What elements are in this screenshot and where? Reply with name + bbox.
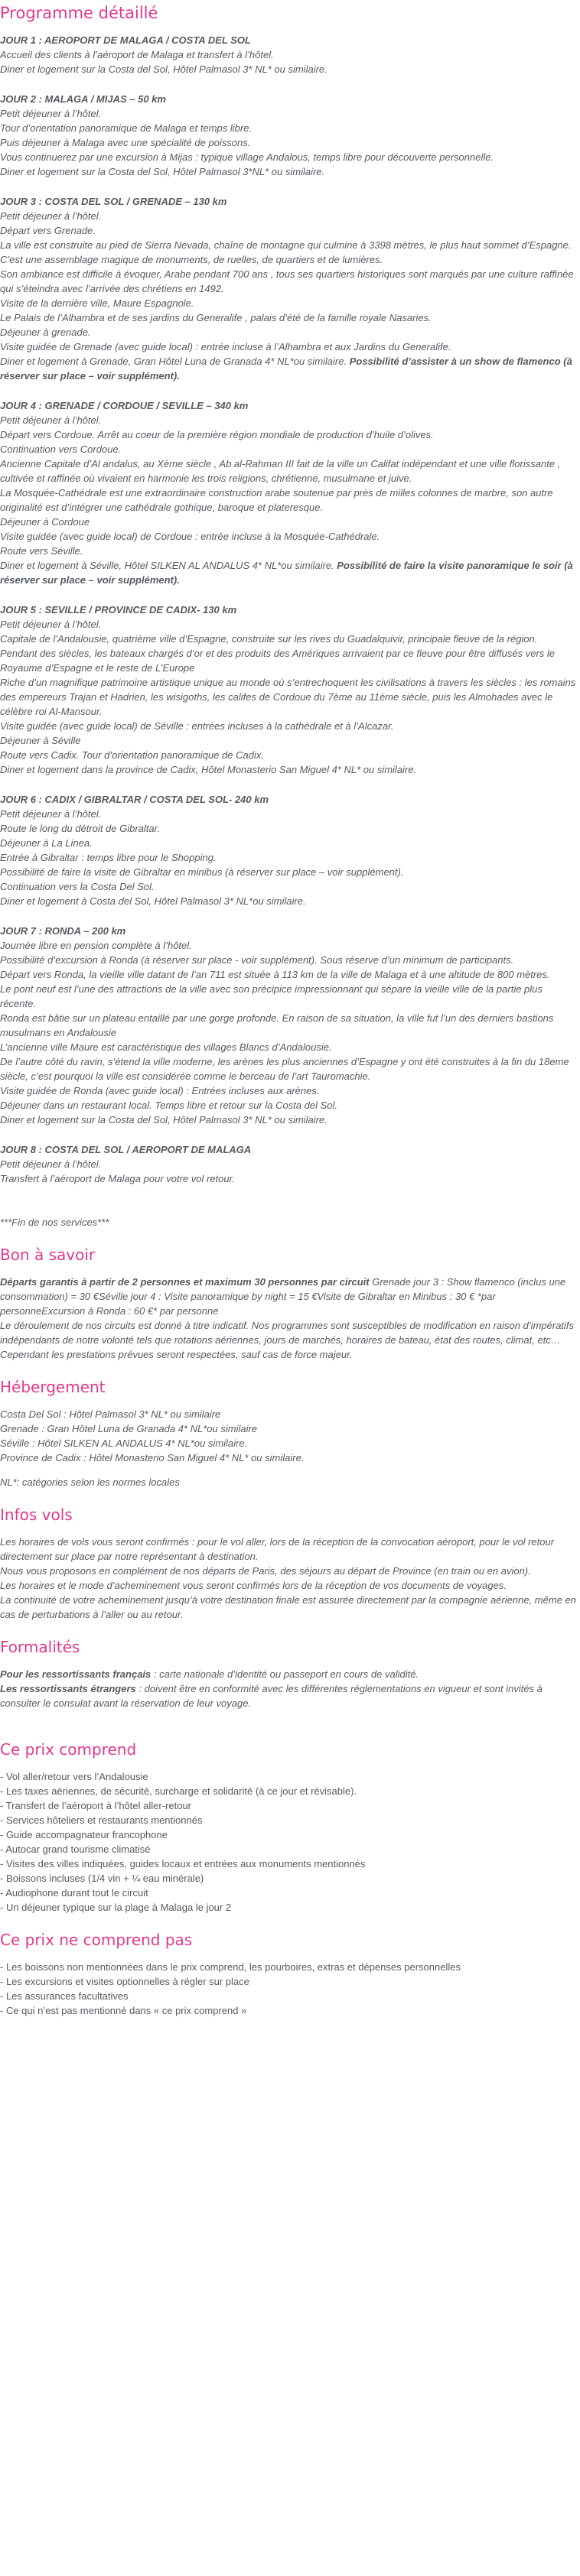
formalites-line-1-bold: Pour les ressortissants français	[0, 1668, 154, 1680]
day-line	[0, 617, 577, 632]
infos-vols-item: Les horaires de vols vous seront confirmés : pour le vol aller, lors de la réception de la convocation aéroport, pour le vol retour directement sur place par notre représentant à destination.	[0, 1536, 555, 1562]
formalites-heading: Formalités	[0, 1638, 80, 1656]
hebergement-item: Grenade : Gran Hôtel Luna de Granada 4* NL*ou similaire	[0, 1423, 258, 1434]
prix-comprend-item: - Un déjeuner typique sur la plage à Malaga le jour 2	[0, 1902, 232, 1913]
end-of-services-note	[0, 1215, 577, 1230]
day-line-text: Déjeuner à Séville	[0, 735, 81, 746]
prix-comprend-item: - Les taxes aériennes, de sécurité, surcharge et solidarité (à ce jour et révisable).	[0, 1785, 357, 1797]
day-line	[0, 1011, 577, 1040]
day-line-text: Petit déjeuner à l’hôtel.	[0, 414, 102, 426]
day-line-text: Le pont neuf est l’une des attractions de la ville avec son précipice impressionnant qui sépare la vieille ville de la partie plus récente.	[0, 983, 543, 1009]
day-title: JOUR 4 : GRENADE / CORDOUE / SEVILLE – 340 km	[0, 400, 249, 411]
day-line-text: Diner et logement sur la Costa del Sol, Hôtel Palmasol 3*NL* ou similaire.	[0, 166, 325, 177]
day-line-text: Diner et logement sur la Costa del Sol, Hôtel Palmasol 3* NL* ou similaire.	[0, 63, 327, 75]
day-line	[0, 894, 577, 908]
day-line	[0, 121, 577, 135]
spacer	[0, 1657, 577, 1667]
day-block	[0, 1142, 577, 1186]
day-line-text: Départ vers Ronda, la vieille ville datant de l’an 711 est située à 113 km de la ville de Malaga et à une altitude de 800 mètres.	[0, 969, 550, 980]
day-line-text: Départ vers Cordoue. Arrêt au coeur de la première région mondiale de production d’huile d’olives.	[0, 429, 434, 440]
day-line	[0, 252, 577, 267]
day-block	[0, 792, 577, 908]
spacer	[0, 1265, 577, 1275]
day-line-text: Déjeuner dans un restaurant local. Temps libre et retour sur la Costa del Sol.	[0, 1100, 338, 1111]
day-line	[0, 209, 577, 223]
day-line-text: La Mosquée-Cathédrale est une extraordinaire construction arabe soutenue par près de milles colonnes de marbre, son autre originalité est d’intégrer une cathédrale gothique, baroque et plateresque.	[0, 487, 553, 513]
day-line	[0, 238, 577, 252]
spacer	[0, 1525, 577, 1535]
spacer	[0, 1397, 577, 1407]
day-block	[0, 398, 577, 587]
hebergement-heading: Hébergement	[0, 1378, 106, 1396]
hebergement-list	[0, 1407, 577, 1465]
prix-comprend-item: - Guide accompagnateur francophone	[0, 1829, 168, 1840]
day-line	[0, 807, 577, 821]
day-line-text: Déjeuner à Cordoue	[0, 516, 90, 528]
day-line-text: Pendant des siècles, les bateaux chargés d’or et des produits des Amériques arrivaient par ce fleuve pour être diffusés vers le Royaume d’Espagne et le reste de L’Europe	[0, 648, 556, 674]
day-line	[0, 150, 577, 164]
day-line	[0, 223, 577, 238]
day-line-text: Diner et logement sur la Costa del Sol, Hôtel Palmasol 3* NL* ou similaire.	[0, 1114, 327, 1126]
day-line	[0, 1040, 577, 1054]
spacer	[0, 179, 577, 194]
spacer	[0, 587, 577, 603]
day-line-text: Route vers Séville.	[0, 545, 83, 557]
day-line-highlight: Possibilité de faire la visite panoramique le soir (à réserver sur place – voir supplément).	[0, 560, 573, 586]
day-line	[0, 310, 577, 325]
day-line-highlight: Possibilité d’assister à un show de flamenco (à réserver sur place – voir supplément).	[0, 356, 572, 382]
day-line-text: De l’autre côté du ravin, s’étend la ville moderne, les arènes les plus anciennes d’Espagne y ont été construites à la fin du 18eme siècle, c’est pourquoi la ville est considérée comme le berceau de l’art Tauromachie.	[0, 1056, 569, 1082]
day-line-text: Accueil des clients à l’aéroport de Malaga et transfert à l’hôtel.	[0, 49, 274, 60]
spacer	[0, 1362, 577, 1377]
day-line-text: Riche d’un magnifique patrimoine artistique unique au monde où s’entrechoquent les civilisations à travers les siècles : les romains des empereurs Trajan et Hadrien, les wisigoths, les califes de Cordoue du 7ème au 11ème siècle, puis les Almohades avec le célèbre roi Al-Mansour.	[0, 677, 576, 717]
hebergement-item: Costa Del Sol : Hôtel Palmasol 3* NL* ou similaire	[0, 1408, 221, 1420]
formalites-line-2-rest: : doivent être en conformité avec les différentes réglementations en vigueur et sont invités à consulter le consulat avant la réservation de leur voyage.	[0, 1683, 543, 1709]
day-line-text: Visite guidée (avec guide local) de Cordoue : entrée incluse à la Mosquée-Cathédrale.	[0, 531, 380, 542]
day-line	[0, 62, 577, 76]
day-line	[0, 953, 577, 967]
infos-vols-heading: Infos vols	[0, 1506, 73, 1524]
day-line	[0, 427, 577, 442]
infos-vols-item: Les horaires et le mode d’acheminement vous seront confirmés lors de la réception de vos documents de voyages.	[0, 1580, 507, 1591]
day-line-text: Petit déjeuner à l’hôtel.	[0, 619, 102, 630]
day-line-text: Déjeuner à La Linea.	[0, 837, 93, 849]
day-line	[0, 296, 577, 310]
day-title: JOUR 5 : SEVILLE / PROVINCE DE CADIX- 130 km	[0, 604, 237, 616]
prix-ne-comprend-item: - Ce qui n’est pas mentionné dans « ce prix comprend »	[0, 2005, 247, 2016]
day-line	[0, 1113, 577, 1127]
day-title: JOUR 7 : RONDA – 200 km	[0, 925, 126, 937]
day-line-text: Petit déjeuner à l’hôtel.	[0, 108, 102, 119]
day-line	[0, 1054, 577, 1083]
day-line	[0, 354, 577, 383]
infos-vols-list	[0, 1535, 577, 1622]
spacer	[0, 1465, 577, 1475]
day-line-text: Diner et logement à Grenade, Gran Hôtel Luna de Granada 4* NL*ou similaire.	[0, 356, 350, 367]
day-line-text: Route le long du détroit de Gibraltar.	[0, 823, 161, 834]
day-line	[0, 339, 577, 354]
prix-comprend-item: - Autocar grand tourisme climatisé	[0, 1843, 151, 1855]
day-line-text: Son ambiance est difficile à évoquer, Arabe pendant 700 ans , tous ses quartiers historiques sont marqués par une culture raffinée qui s’éteindra avec l’arrivée des chrétiens en 1492.	[0, 268, 574, 294]
spacer	[0, 76, 577, 92]
day-line-text: Capitale de l’Andalousie, quatrième ville d’Espagne, construite sur les rives du Guadalquivir, principale fleuve de la région.	[0, 633, 538, 645]
hebergement-item: Séville : Hôtel SILKEN AL ANDALUS 4* NL*ou similaire.	[0, 1437, 248, 1449]
day-line-text: Visite guidée de Grenade (avec guide local) : entrée incluse à l’Alhambra et aux Jardins du Generalife.	[0, 341, 451, 352]
day-line-text: Diner et logement à Séville, Hôtel SILKEN AL ANDALUS 4* NL*ou similaire.	[0, 560, 337, 571]
day-block	[0, 92, 577, 179]
day-block	[0, 194, 577, 383]
day-title: JOUR 8 : COSTA DEL SOL / AEROPORT DE MALAGA	[0, 1144, 252, 1155]
day-line	[0, 544, 577, 558]
infos-vols-item: Nous vous proposons en complément de nos départs de Paris, des séjours au départ de Province (en train ou en avion).	[0, 1565, 531, 1577]
day-line	[0, 515, 577, 529]
day-block	[0, 603, 577, 777]
formalites-line-2	[0, 1681, 577, 1710]
day-line-text: Ronda est bâtie sur un plateau entaillé par une gorge profonde. En raison de sa situation, la ville fut l’un des derniers bastions musulmans en Andalousie	[0, 1012, 554, 1038]
day-line	[0, 982, 577, 1011]
prix-ne-comprend-list	[0, 1960, 577, 2018]
day-line-text: Diner et logement à Costa del Sol, Hôtel Palmasol 3* NL*ou similaire.	[0, 895, 306, 907]
end-note-text: ***Fin de nos services***	[0, 1217, 109, 1228]
day-line-text: Le Palais de l’Alhambra et de ses jardins du Generalife , palais d’été de la famille royale Nasaries.	[0, 312, 432, 323]
day-line-text: Route vers Cadix. Tour d’orientation panoramique de Cadix.	[0, 749, 264, 761]
prix-ne-comprend-item: - Les boissons non mentionnées dans le prix comprend, les pourboires, extras et dépenses personnelles	[0, 1961, 461, 1973]
day-line-text: Possibilité de faire la visite de Gibraltar en minibus (à réserver sur place – voir supplément).	[0, 866, 404, 878]
bon-a-savoir-rest: Grenade jour 3 : Show flamenco (inclus une consommation) = 30 €Séville jour 4 : Visite panoramique by night = 15 €Visite de Gibraltar en Minibus : 30 € *par personneExcursion à Ronda : 60 €* par personne	[0, 1276, 566, 1317]
prix-comprend-item: - Services hôteliers et restaurants mentionnés	[0, 1814, 203, 1826]
bon-a-savoir-paragraph	[0, 1275, 577, 1318]
day-line	[0, 1157, 577, 1171]
prix-comprend-item: - Vol aller/retour vers l’Andalousie	[0, 1771, 148, 1782]
day-block	[0, 924, 577, 1127]
day-line-text: Petit déjeuner à l’hôtel.	[0, 808, 102, 820]
spacer	[0, 2018, 577, 2033]
day-line-text: Ancienne Capitale d’Al andalus, au Xème siècle , Ab al-Rahman III fait de la ville un Califat indépendant et une ville florissante , cultivée et raffinée où vivaient en harmonie les trois religions, chrétienne, musulmane et juive.	[0, 458, 561, 484]
day-line-text: Continuation vers Cordoue.	[0, 443, 122, 455]
day-line	[0, 1171, 577, 1186]
day-line-text: Diner et logement dans la province de Cadix, Hôtel Monasterio San Miguel 4* NL* ou similaire.	[0, 764, 417, 775]
spacer	[0, 1230, 577, 1245]
bon-a-savoir-bold: Départs garantis à partir de 2 personnes et maximum 30 personnes par circuit	[0, 1276, 373, 1288]
spacer	[0, 1622, 577, 1637]
prix-ne-comprend-heading: Ce prix ne comprend pas	[0, 1931, 193, 1949]
day-title: JOUR 2 : MALAGA / MIJAS – 50 km	[0, 93, 166, 105]
day-line-text: Journée libre en pension complète à l’hôtel.	[0, 940, 192, 951]
prix-comprend-item: - Boissons incluses (1/4 vin + ¼ eau minérale)	[0, 1873, 204, 1884]
programme-heading: Programme détaillé	[0, 4, 158, 22]
day-line-text: Petit déjeuner à l’hôtel.	[0, 210, 102, 222]
day-title: JOUR 1 : AEROPORT DE MALAGA / COSTA DEL SOL	[0, 34, 251, 46]
day-line-text: Déjeuner à grenade.	[0, 326, 91, 338]
spacer	[0, 1489, 577, 1505]
day-line-text: La ville est construite au pied de Sierra Nevada, chaîne de montagne qui culmine à 3398 mètres, le plus haut sommet d’Espagne.	[0, 239, 572, 251]
day-line-text: C’est une assemblage magique de monuments, de ruelles, de quartiers et de lumières.	[0, 254, 383, 265]
spacer	[0, 383, 577, 398]
day-line	[0, 967, 577, 982]
day-line	[0, 413, 577, 427]
prix-comprend-item: - Visites des villes indiquées, guides locaux et entrées aux monuments mentionnés	[0, 1858, 366, 1869]
bon-a-savoir-paragraph-2: Le déroulement de nos circuits est donné à titre indicatif. Nos programmes sont susceptibles de modification en raison d’impératifs indépendants de notre volonté tels que rotations aériennes, jours de marchés, horaires de bateau, état des routes, climat, etc… Cependant les prestations prévues seront respectées, sauf cas de force majeur.	[0, 1320, 575, 1360]
programme-days	[0, 33, 577, 1186]
day-line-text: Puis déjeuner à Malaga avec une spécialité de poissons.	[0, 137, 251, 148]
day-line	[0, 1083, 577, 1098]
day-line	[0, 821, 577, 836]
day-line-text: Possibilité d’excursion à Ronda (à réserver sur place - voir supplément). Sous réserve d’un minimum de participants.	[0, 954, 514, 966]
day-line	[0, 164, 577, 179]
day-line	[0, 442, 577, 456]
day-line	[0, 865, 577, 879]
formalites-line-2-bold: Les ressortissants étrangers	[0, 1683, 139, 1694]
day-line	[0, 106, 577, 121]
spacer	[0, 23, 577, 33]
day-line-text: Visite guidée de Ronda (avec guide local) : Entrées incluses aux arènes.	[0, 1085, 320, 1096]
day-line	[0, 733, 577, 748]
hebergement-item: Province de Cadix : Hôtel Monasterio San Miguel 4* NL* ou similaire.	[0, 1452, 305, 1463]
day-line	[0, 748, 577, 762]
formalites-line-1	[0, 1667, 577, 1681]
day-line-text: Entrée à Gibraltar : temps libre pour le Shopping.	[0, 852, 217, 863]
day-line	[0, 646, 577, 675]
prix-ne-comprend-item: - Les excursions et visites optionnelles à régler sur place	[0, 1976, 249, 1987]
day-title: JOUR 6 : CADIX / GIBRALTAR / COSTA DEL SOL- 240 km	[0, 794, 269, 805]
day-line-text: Départ vers Grenade.	[0, 225, 96, 236]
day-line-text: Transfert à l’aéroport de Malaga pour votre vol retour.	[0, 1173, 236, 1184]
day-block	[0, 33, 577, 76]
prix-comprend-item: - Audiophone durant tout le circuit	[0, 1887, 148, 1899]
day-line	[0, 325, 577, 339]
infos-vols-item: La continuité de votre acheminement jusqu’à votre destination finale est assurée directement par la compagnie aérienne, même en cas de perturbations à l’aller ou au retour.	[0, 1594, 576, 1620]
day-line	[0, 719, 577, 733]
day-line	[0, 632, 577, 646]
day-line	[0, 558, 577, 587]
day-line	[0, 135, 577, 150]
day-line	[0, 675, 577, 719]
formalites-line-1-rest: : carte nationale d’identité ou passeport en cours de validité.	[153, 1668, 419, 1680]
day-line-text: Vous continuerez par une excursion à Mijas : typique village Andalous, temps libre pour découverte personnelle.	[0, 151, 494, 163]
day-line	[0, 762, 577, 777]
day-line-text: Visite de la dernière ville, Maure Espagnole.	[0, 297, 194, 309]
day-line-text: L’ancienne ville Maure est caractéristique des villages Blancs d’Andalousie.	[0, 1041, 332, 1053]
day-line	[0, 1098, 577, 1113]
prix-comprend-heading: Ce prix comprend	[0, 1740, 137, 1759]
day-line	[0, 47, 577, 62]
day-line	[0, 850, 577, 865]
spacer	[0, 1759, 577, 1769]
day-line	[0, 456, 577, 486]
spacer	[0, 908, 577, 924]
day-line-text: Petit déjeuner à l’hôtel.	[0, 1158, 102, 1170]
day-line	[0, 267, 577, 296]
spacer	[0, 1186, 577, 1215]
prix-comprend-list	[0, 1769, 577, 1915]
spacer	[0, 1915, 577, 1930]
prix-comprend-item: - Transfert de l’aéroport à l’hôtel aller-retour	[0, 1800, 192, 1811]
prix-ne-comprend-item: - Les assurances facultatives	[0, 1990, 129, 2002]
day-title: JOUR 3 : COSTA DEL SOL / GRENADE – 130 km	[0, 196, 227, 207]
spacer	[0, 777, 577, 792]
spacer	[0, 1950, 577, 1960]
spacer	[0, 1127, 577, 1142]
day-line-text: Continuation vers la Costa Del Sol.	[0, 881, 155, 892]
spacer	[0, 1710, 577, 1740]
day-line	[0, 529, 577, 544]
day-line	[0, 938, 577, 953]
hebergement-note: NL*: catégories selon les normes locales	[0, 1476, 180, 1488]
day-line	[0, 836, 577, 850]
day-line	[0, 879, 577, 894]
bon-a-savoir-heading: Bon à savoir	[0, 1246, 96, 1264]
day-line-text: Visite guidée (avec guide local) de Séville : entrées incluses à la cathédrale et à l’Alcazar.	[0, 720, 394, 732]
day-line-text: Tour d’orientation panoramique de Malaga et temps libre.	[0, 122, 253, 134]
day-line	[0, 486, 577, 515]
